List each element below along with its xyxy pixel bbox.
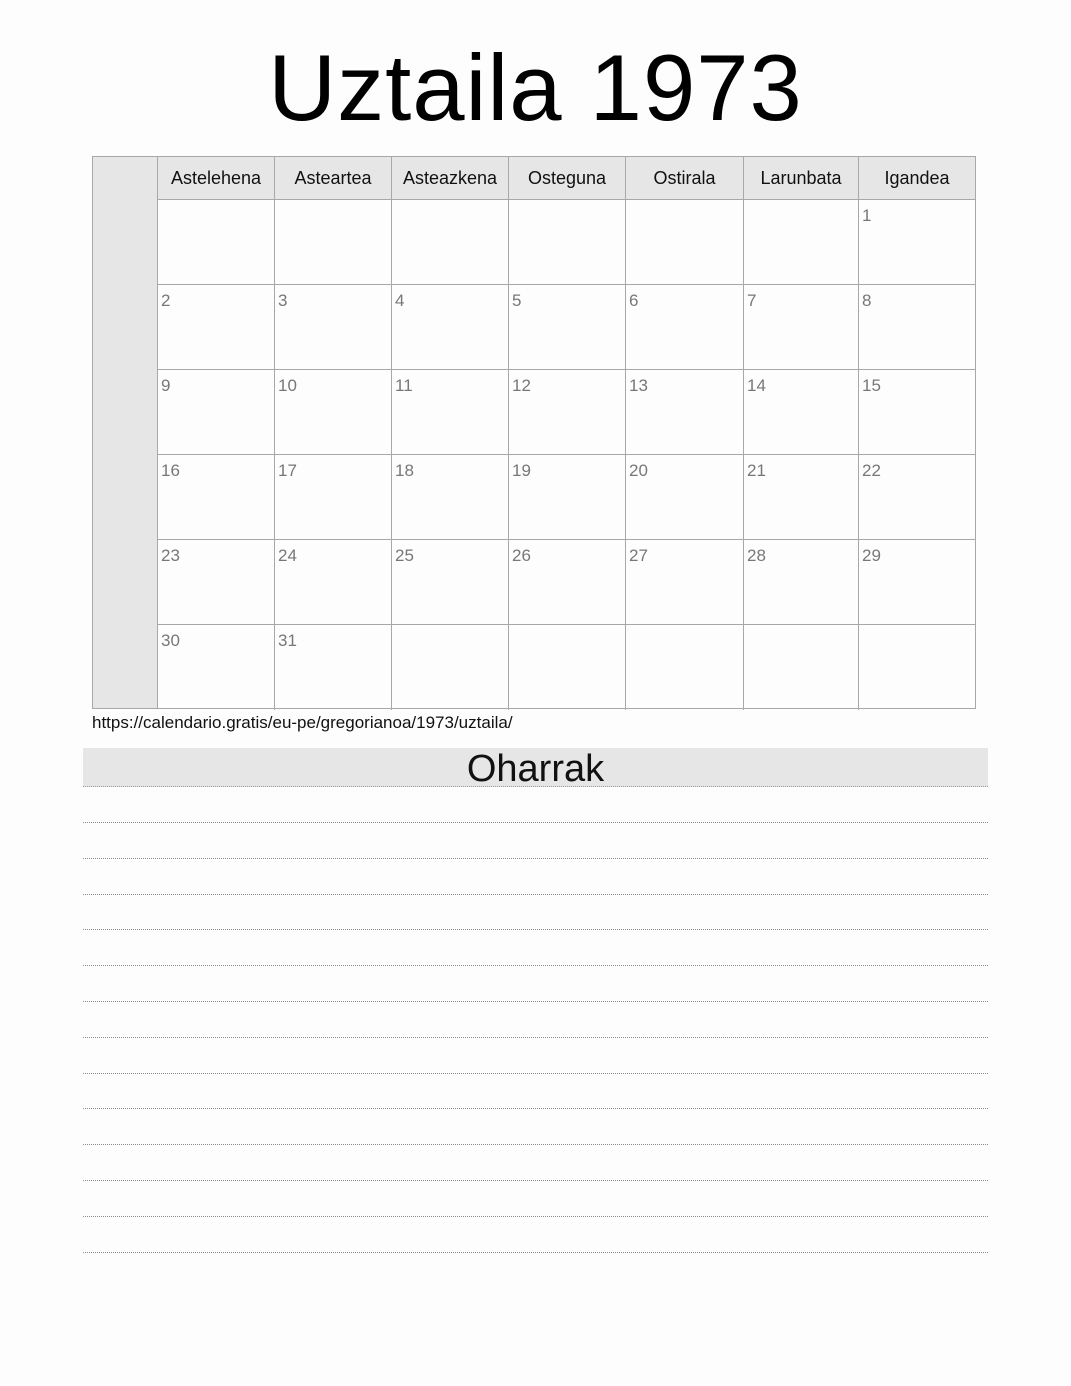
day-cell bbox=[744, 455, 859, 540]
day-number: 5 bbox=[512, 291, 522, 310]
day-number: 19 bbox=[512, 461, 531, 480]
day-number: 14 bbox=[747, 376, 766, 395]
note-line bbox=[83, 894, 988, 895]
day-number: 24 bbox=[278, 546, 297, 565]
day-cell bbox=[744, 200, 859, 285]
day-number: 25 bbox=[395, 546, 414, 565]
weekday-header: Astelehena bbox=[158, 157, 275, 200]
day-cell bbox=[158, 625, 275, 710]
day-number: 18 bbox=[395, 461, 414, 480]
day-cell bbox=[392, 625, 509, 710]
weekday-header: Igandea bbox=[859, 157, 975, 200]
day-cell bbox=[859, 285, 975, 370]
weekday-header: Larunbata bbox=[744, 157, 859, 200]
day-cell bbox=[509, 285, 626, 370]
day-number: 9 bbox=[161, 376, 171, 395]
day-number: 8 bbox=[862, 291, 872, 310]
weekday-header: Asteazkena bbox=[392, 157, 509, 200]
day-cell bbox=[509, 200, 626, 285]
day-cell bbox=[859, 370, 975, 455]
day-number: 2 bbox=[161, 291, 171, 310]
note-line bbox=[83, 858, 988, 859]
week-number-column bbox=[93, 157, 158, 708]
day-cell bbox=[275, 370, 392, 455]
day-number: 31 bbox=[278, 631, 297, 650]
note-line bbox=[83, 1037, 988, 1038]
calendar-days bbox=[158, 157, 975, 708]
day-cell bbox=[158, 200, 275, 285]
day-number: 4 bbox=[395, 291, 405, 310]
day-cell bbox=[626, 455, 744, 540]
day-cell bbox=[626, 285, 744, 370]
day-cell bbox=[509, 540, 626, 625]
day-cell bbox=[158, 370, 275, 455]
day-number: 15 bbox=[862, 376, 881, 395]
day-cell bbox=[744, 625, 859, 710]
day-cell bbox=[158, 540, 275, 625]
weekday-header: Ostirala bbox=[626, 157, 744, 200]
day-cell bbox=[275, 540, 392, 625]
note-line bbox=[83, 822, 988, 823]
day-cell bbox=[392, 370, 509, 455]
note-line bbox=[83, 965, 988, 966]
day-number: 27 bbox=[629, 546, 648, 565]
day-cell bbox=[392, 200, 509, 285]
weekday-header: Asteartea bbox=[275, 157, 392, 200]
day-cell bbox=[744, 370, 859, 455]
day-number: 7 bbox=[747, 291, 757, 310]
day-cell bbox=[509, 625, 626, 710]
day-number: 6 bbox=[629, 291, 639, 310]
note-line bbox=[83, 1144, 988, 1145]
day-number: 13 bbox=[629, 376, 648, 395]
calendar-grid bbox=[92, 156, 976, 709]
day-cell bbox=[275, 455, 392, 540]
day-cell bbox=[859, 540, 975, 625]
day-number: 29 bbox=[862, 546, 881, 565]
day-number: 22 bbox=[862, 461, 881, 480]
day-cell bbox=[392, 540, 509, 625]
day-cell bbox=[859, 455, 975, 540]
note-line bbox=[83, 1216, 988, 1217]
day-number: 10 bbox=[278, 376, 297, 395]
day-number: 28 bbox=[747, 546, 766, 565]
note-line bbox=[83, 1108, 988, 1109]
day-number: 11 bbox=[395, 376, 413, 395]
note-line bbox=[83, 929, 988, 930]
day-cell bbox=[626, 370, 744, 455]
day-cell bbox=[158, 285, 275, 370]
day-cell bbox=[509, 455, 626, 540]
weekday-header: Osteguna bbox=[509, 157, 626, 200]
day-cell bbox=[744, 285, 859, 370]
day-number: 30 bbox=[161, 631, 180, 650]
day-cell bbox=[275, 625, 392, 710]
day-cell bbox=[509, 370, 626, 455]
day-cell bbox=[626, 540, 744, 625]
day-cell bbox=[859, 200, 975, 285]
note-line bbox=[83, 1073, 988, 1074]
note-line bbox=[83, 1180, 988, 1181]
day-number: 20 bbox=[629, 461, 648, 480]
day-cell bbox=[859, 625, 975, 710]
day-cell bbox=[744, 540, 859, 625]
notes-title: Oharrak bbox=[83, 748, 988, 787]
day-number: 1 bbox=[862, 206, 872, 225]
day-number: 12 bbox=[512, 376, 531, 395]
day-cell bbox=[626, 200, 744, 285]
day-cell bbox=[392, 285, 509, 370]
day-number: 26 bbox=[512, 546, 531, 565]
day-cell bbox=[392, 455, 509, 540]
day-number: 21 bbox=[747, 461, 766, 480]
note-line bbox=[83, 1001, 988, 1002]
day-number: 16 bbox=[161, 461, 180, 480]
day-number: 3 bbox=[278, 291, 288, 310]
note-line bbox=[83, 1252, 988, 1253]
day-number: 17 bbox=[278, 461, 297, 480]
day-cell bbox=[158, 455, 275, 540]
source-url[interactable]: https://calendario.gratis/eu-pe/gregorianoa/1973/uztaila/ bbox=[92, 713, 513, 732]
day-cell bbox=[275, 200, 392, 285]
page-title: Uztaila 1973 bbox=[268, 35, 803, 140]
day-number: 23 bbox=[161, 546, 180, 565]
day-cell bbox=[275, 285, 392, 370]
day-cell bbox=[626, 625, 744, 710]
